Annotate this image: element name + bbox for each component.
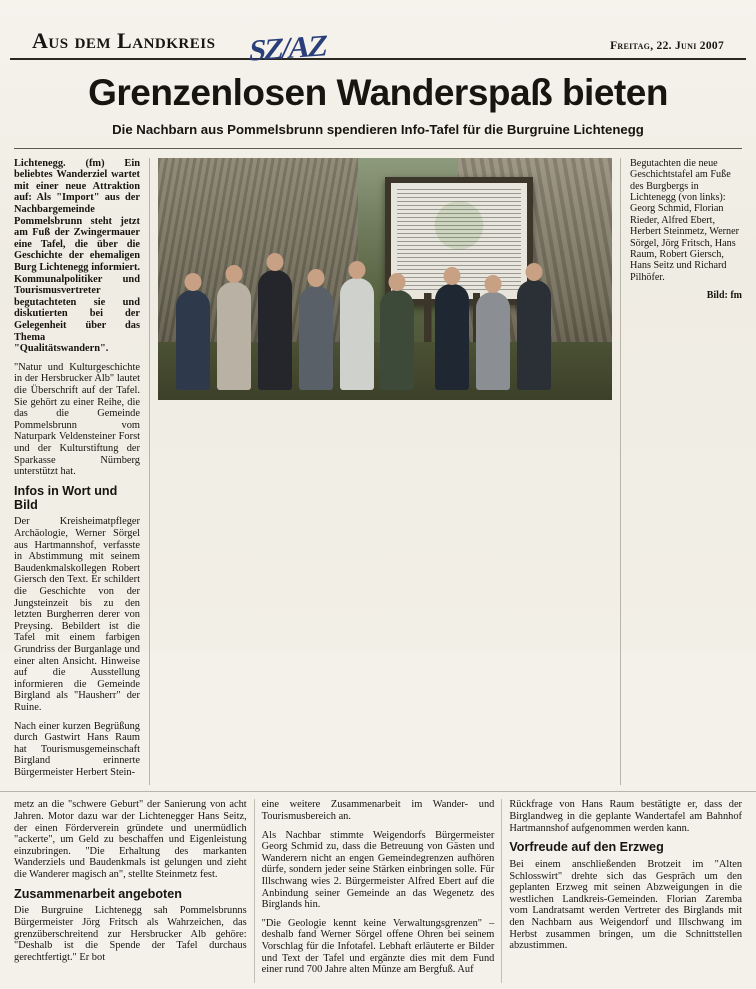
person xyxy=(380,290,414,390)
paragraph: "Die Geologie kennt keine Verwaltungsgrenzen" – deshalb fand Werner Sörgel offene Ohren bei seinem Vorschlag für die Infotafel. Lebhaft erläuterte er Bilder und Text der Tafel und ergänzte dies mit dem Fund einer rund 700 Jahre alten Münze am Bergfuß. Auf xyxy=(261,917,495,976)
paragraph: Rückfrage von Hans Raum bestätigte er, dass der Birglandweg in die geplante Wandertafel am Bahnhof Hartmannshof aufgenommen werden kann. xyxy=(509,799,743,834)
person xyxy=(176,290,210,390)
page-title: Grenzenlosen Wanderspaß bieten xyxy=(88,72,668,113)
section-title: Aus dem Landkreis xyxy=(32,28,216,53)
person xyxy=(217,282,251,390)
subsection-heading-3: Vorfreude auf den Erzweg xyxy=(509,840,664,855)
paragraph: "Natur und Kulturgeschichte in der Hersbrucker Alb" lautet die Überschrift auf der Tafel. Sie gehört zu einer Reihe, die das die Gemeinde Pommelsbrunn vom Naturpark Veldensteiner Forst und der Kulturstiftung der Sparkasse Nürnberg unterstützt hat. xyxy=(14,361,140,478)
paragraph: Bei einem anschließenden Brotzeit im "Alten Schlosswirt" drehte sich das Gespräch um den geplanten Erzweg mit seinen Abzweigungen in die westlichen Landkreis-Gemeinden. Florian Zaremba vom Landratsamt werden Vertreter des Birglands mit den Nachbarn aus Weigendorf und Illschwang im Herbst zusammen bringen, um die Schnittstellen abzustimmen. xyxy=(509,859,743,952)
issue-date: Freitag, 22. Juni 2007 xyxy=(610,40,724,52)
handwritten-mark: SZ/AZ xyxy=(247,29,329,68)
subheadline: Die Nachbarn aus Pommelsbrunn spendieren Info-Tafel für die Burgruine Lichtenegg xyxy=(112,121,644,137)
paragraph: Als Nachbar stimmte Weigendorfs Bürgermeister Georg Schmid zu, dass die Betreuung von Gästen und Wanderern nicht an engen Gemeindegrenzen aufhören dürfe, sondern jeder seine Stärken einbringen solle. Für Illschwang wies 2. Bürgermeister Alfred Ebert auf die Anbindung seiner Gemeinde an das Wegenetz des Birglands hin. xyxy=(261,829,495,911)
paragraph: Der Kreisheimatpfleger Archäologie, Werner Sörgel aus Hartmannshof, verfasste in Abstimmung mit seinem Baudenkmalskollegen Robert Giersch den Text. Er schildert die Geschichte von der Jungsteinzeit bis zu den letzten Burgherren derer von Preysing. Bebildert ist die Tafel mit einem farbigen Grundriss der Burganlage und einer alten Ansicht. Hinweise auf die Ausstellung informieren die Gemeinde Birgland als "Hausherr" der Ruine. xyxy=(14,516,140,713)
photo-caption-column xyxy=(620,158,742,786)
photo-caption-credit: Bild: fm xyxy=(706,290,742,302)
person xyxy=(517,280,551,390)
person xyxy=(299,286,333,390)
paragraph: Nach einer kurzen Begrüßung durch Gastwirt Hans Raum hat Tourismusgemeinschaft Birgland erinnerte Bürgermeister Herbert Stein- xyxy=(14,720,140,778)
article-column-1 xyxy=(14,799,255,982)
photo-people-group xyxy=(158,240,612,390)
subsection-heading-1: Infos in Wort und Bild xyxy=(14,483,118,512)
upper-section xyxy=(0,149,756,786)
subsection-heading-2: Zusammenarbeit angeboten xyxy=(14,886,182,901)
masthead xyxy=(10,0,746,68)
article-column-3 xyxy=(502,799,742,982)
person xyxy=(476,292,510,390)
paragraph: eine weitere Zusammenarbeit im Wander- und Tourismusbereich an. xyxy=(261,799,495,823)
person xyxy=(340,278,374,390)
person xyxy=(435,284,469,390)
lead-paragraph: Lichtenegg. (fm) Ein beliebtes Wanderziel wartet mit einer neue Attraktion auf: Als "Import" aus der Nachbargemeinde Pommelsbrunn steht jetzt am Fuß der Zwingermauer eine Tafel, die über die Geschichte der ehemaligen Burg Lichtenegg informiert. Kommunalpolitiker und Tourismusvertreter begutachteten sie und diskutierten bei der Gelegenheit über das Thema "Qualitätswandern". xyxy=(14,157,140,355)
photo-block xyxy=(150,158,620,786)
article-column-left xyxy=(14,158,150,786)
article-column-2 xyxy=(255,799,503,982)
photo-caption: Begutachten die neue Geschichtstafel am Fuße des Burgbergs in Lichtenegg (von links): Georg Schmid, Florian Rieder, Alfred Ebert, Herbert Steinmetz, Werner Sörgel, Jörg Fritsch, Hans Raum, Robert Giersch, Hans Seitz und Richard Pilhöfer. xyxy=(630,157,740,283)
paragraph: metz an die "schwere Geburt" der Sanierung von acht Jahren. Motor dazu war der Lichtenegger Hans Seitz, der einen Förderverein gründete und unermüdlich "ackerte", um Geld zu beschaffen und Eigenleistung einzubringen. "Die Erhaltung des markanten Wanderziels und Baudenkmals ist gelungen und zieht die Wanderer magisch an", stellte Steinmetz fest. xyxy=(14,799,247,881)
paragraph: Die Burgruine Lichtenegg sah Pommelsbrunns Bürgermeister Jörg Fritsch als Wahrzeichen, das grenzüberschreitend zur Hersbrucker Alb gehöre: "Deshalb ist die Spende der Tafel durchaus gerechtfertigt." Er bot xyxy=(14,905,247,963)
article-photo xyxy=(158,158,612,400)
lower-section xyxy=(0,791,756,988)
person xyxy=(258,270,292,390)
